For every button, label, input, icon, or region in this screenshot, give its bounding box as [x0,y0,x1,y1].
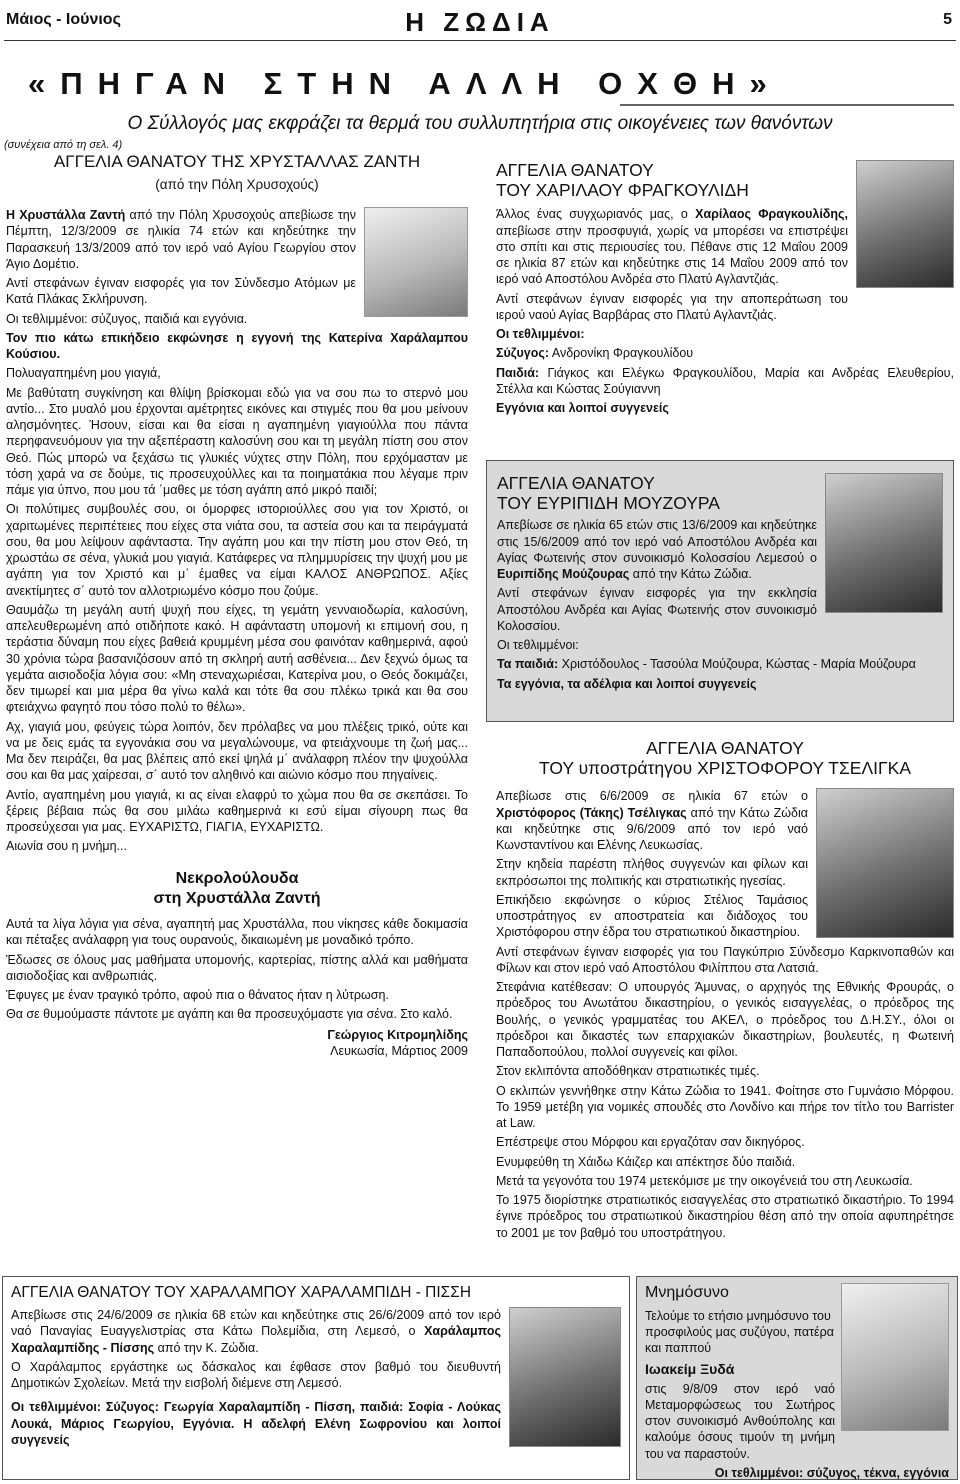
header-page-number: 5 [943,11,952,28]
article-zanti-p7: Οι πολύτιμες συμβουλές σου, οι όμορφες ιστοριούλλες σου για τον Χριστό, οι χαριτωμένες περιπέτειες που είχες στα νιάτα σου, τα αστεία σου και τα πειράγματά σου, θα μου λείψουν αφάνταστα. Την αγάπη μου και την πίστη μου στον Θεό, τη χρωστάω σε σένα, γλυκιά μου γιαγιά. Κατάφερες να πλημμυρίσεις την ψυχή μου με αγάπη για τον Χριστό και μ΄ έμαθες να είμαι ΚΑΛΟΣ ΑΝΘΡΩΠΟΣ. Αξίες ανεκτίμητες σ΄ αυτό τον αλλοτριωμένο κόσμο που ζούμε. [6,502,468,598]
article-zanti-p11: Αιωνία σου η μνήμη... [6,839,127,854]
article-fragkoulidis [496,160,954,450]
banner-divider [620,104,954,106]
article-zanti-p4: Τον πιο κάτω επικήδειο εκφώνησε η εγγονή της Κατερίνα Χαράλαμπου Κούσιου. [6,330,468,362]
article-fragkoulidis-p2: Αντί στεφάνων έγιναν εισφορές για την αποπεράτωση του ιερού ναού Αγίας Βαρβάρας στο Πλατύ Αγλαντζιάς. [496,291,848,322]
article-zanti-p3: Οι τεθλιμμένοι: σύζυγος, παιδιά και εγγόνια. [6,311,248,326]
article-zanti-p5: Πολυαγαπημένη μου γιαγιά, [6,366,161,381]
article-fragkoulidis-title-2: ΤΟΥ ΧΑΡΙΛΑΟΥ ΦΡΑΓΚΟΥΛΙΔΗ [496,180,749,201]
article-tseligkas-p10: Μετά τα γεγονότα του 1974 μετεκόμισε με την οικογένειά του στη Λευκωσία. [496,1173,913,1188]
article-zanti-title: ΑΓΓΕΛΙΑ ΘΑΝΑΤΟΥ ΤΗΣ ΧΡΥΣΤΑΛΛΑΣ ΖΑΝΤΗ [53,152,421,171]
article-mouzouras-p4 [497,656,943,672]
header-newspaper-name: Η ΖΩΔΙΑ [405,7,555,37]
article-fragkoulidis-p6: Εγγόνια και λοιποί συγγενείς [496,401,669,415]
article-zanti-p10: Αντίο, αγαπημένη μου γιαγιά, κι ας είναι ελαφρύ το χώμα που θα σε σκεπάσει. Το ξέρεις βέβαια πώς θα σου μιλάω καθημερινά κι εσύ είμαι σίγουρη πως θα προσεύχεσαι για μας. ΕΥΧΑΡΙΣΤΩ, ΓΙΑΓΙΑ, ΕΥΧΑΡΙΣΤΩ. [6,787,468,835]
article-mouzouras [486,460,954,722]
continued-note: (συνέχεια από τη σελ. 4) [4,139,123,151]
article-tseligkas-title-2: ΤΟΥ υποστράτηγου ΧΡΙΣΤΟΦΟΡΟΥ ΤΣΕΛΙΓΚΑ [538,758,912,779]
article-mnimosyno-p1: Τελούμε το ετήσιο μνημόσυνο του προσφιλούς μας συζύγου, πατέρα και παππού [645,1308,834,1356]
article-fragkoulidis-title-1: ΑΓΓΕΛΙΑ ΘΑΝΑΤΟΥ [496,160,654,180]
poem-p1: Αυτά τα λίγα λόγια για σένα, αγαπητή μας Χρυστάλλα, που νίκησες κάθε δοκιμασία και πέταξες ανάλαφρη για τους ουρανούς, δικαιωμένη με μοναδικό τρόπο. [6,917,468,948]
article-zanti [6,152,468,1252]
article-tseligkas-p2: Στην κηδεία παρέστη πλήθος συγγενών και φίλων και εκπρόσωποι της πολιτικής και στρατιωτικής ηγεσίας. [496,857,808,888]
article-tseligkas-p4: Αντί στεφάνων έγιναν εισφορές για του Παγκύπριο Σύνδεσμο Καρκινοπαθών και Φίλων και στον ιερό ναό Αποστόλου Φιλίππου στα Λατσιά. [496,944,954,975]
article-mouzouras-title-2: ΤΟΥ ΕΥΡΙΠΙΔΗ ΜΟΥΖΟΥΡΑ [497,493,720,514]
portrait-tseligkas-photo [816,788,954,938]
article-mnimosyno [636,1276,958,1480]
article-fragkoulidis-name: Χαρίλαος Φραγκουλίδης, [695,207,849,222]
article-charalampidis-p1-b: από την Κ. Ζώδια. [154,1340,259,1355]
poem-p3: Έφυγες με έναν τραγικό τρόπο, αφού πια ο θάνατος ήταν η λύτρωση. [6,988,389,1003]
signature-name: Γεώργιος Κιτρομηλίδης [327,1027,468,1042]
poem-title-line2: στη Χρυστάλλα Ζαντή [153,890,321,908]
article-charalampidis-name: Χαράλαμπος Χαραλαμπίδης - Πίσσης [11,1324,501,1355]
article-charalampidis [2,1276,630,1480]
article-mouzouras-name: Ευριπίδης Μούζουρας [497,567,630,581]
article-mnimosyno-title: Μνημόσυνο [645,1284,729,1301]
article-mnimosyno-p2: στις 9/8/09 στον ιερό ναό Μεταμορφώσεως του Σωτήρος στον συνοικισμό Ανθούπολης και καλούμε όσους τιμούν τη μνήμη του να παραστούν. [645,1381,835,1461]
article-charalampidis-p2: Ο Χαράλαμπος εργάστηκε ως δάσκαλος και έφθασε στον βαθμό του διευθυντή Δημοτικών Σχολείων. Μετά την εισβολή διέμενε στη Λεμεσό. [11,1359,501,1391]
article-mouzouras-p1-b: από την Κάτω Ζώδια. [629,567,752,581]
article-zanti-p6: Με βαθύτατη συγκίνηση και θλίψη βρίσκομαι εδώ για να σου πω το στερνό μου αντίο... Στο μυαλό μου έρχονται αμέτρητες εικόνες και στιγμές που θα μου μείνουν αλησμόνητες. Ήσουν, είσαι και θα είσαι η αγαπημένη γιαγιούλλα που πάντα περηφανευόμουν για την αξεπέραστη καλοσύνη σου και τη μεγάλη πίστη σου στον Θεό. Πώς μπορώ να ξεχάσω τις γλυκιές νύχτες στην Πόλη, που ερχόμασταν με τόση χαρά να σε δούμε, τις προσευχούλλες και τα ποιηματάκια που λέγαμε πριν πάμε για ύπνο, που μου τά ΄μαθες με τόση αγάπη από μικρό παιδί; [6,385,468,498]
article-mouzouras-p1-a: Απεβίωσε σε ηλικία 65 ετών στις 13/6/2009 και κηδεύτηκε στις 15/6/2009 από τον ιερό ναό Αποστόλου Ανδρέα και Αγίας Φωτεινής στον συνοικισμό Κολοσσίου Λεμεσού ο [497,518,817,565]
article-charalampidis-p3: Οι τεθλιμμένοι: Σύζυγος: Γεωργία Χαραλαμπίδη - Πίσση, παιδιά: Σοφία - Λούκας Λουκά, Μάριος Γεωργίου, Εγγόνια. Η αδελφή Ελένη Σωφρονίου και λοιποί συγγενείς [11,1400,501,1447]
article-charalampidis-title: ΑΓΓΕΛΙΑ ΘΑΝΑΤΟΥ ΤΟΥ ΧΑΡΑΛΑΜΠΟΥ ΧΑΡΑΛΑΜΠΙΔΗ - ΠΙΣΣΗ [11,1284,472,1301]
article-fragkoulidis-p1-a: Άλλος ένας συγχωριανός μας, ο [496,207,696,222]
portrait-zanti-photo [364,207,468,317]
portrait-charalampidis-photo [509,1307,621,1447]
article-zanti-p2: Αντί στεφάνων έγιναν εισφορές για τον Σύνδεσμο Ατόμων με Κατά Πλάκας Σκλήρυνση. [6,276,356,307]
article-mouzouras-p5: Τα εγγόνια, τα αδέλφια και λοιποί συγγενείς [497,676,757,691]
portrait-fragkoulidis-photo [856,160,954,288]
article-mouzouras-children: Χριστόδουλος - Τασούλα Μούζουρα, Κώστας - Μαρία Μούζουρα [558,657,916,672]
banner-subtitle: Ο Σύλλογός μας εκφράζει τα θερμά του συλλυπητήρια στις οικογένειες των θανόντων [127,113,833,134]
article-fragkoulidis-children: Γιάγκος και Ελέγκω Φραγκουλίδου, Μαρία και Ανδρέας Ελευθερίου, Στέλλα και Κώστας Σούγιαννη [496,365,954,396]
article-fragkoulidis-spouse-label: Σύζυγος: [496,346,550,361]
poem-title-line1: Νεκρολούλουδα [175,869,299,887]
header-section-label: Μάιος - Ιούνιος [6,11,121,28]
banner-title: «ΠΗΓΑΝ ΣΤΗΝ ΑΛΛΗ ΟΧΘΗ» [28,66,782,101]
poem-p4: Θα σε θυμούμαστε πάντοτε με αγάπη και θα προσευχόμαστε για σένα. Στο καλό. [6,1007,453,1022]
article-mouzouras-p3: Οι τεθλιμμένοι: [497,638,579,652]
article-zanti-p1-text: από την Πόλη Χρυσοχούς απεβίωσε την Πέμπτη, 12/3/2009 σε ηλικία 74 ετών και κηδεύτηκε την Παρασκευή 13/3/2009 από τον ιερό ναό Αγίου Γεωργίου στον Άγιο Δομέτιο. [6,208,356,271]
article-fragkoulidis-p4 [496,345,954,361]
article-mnimosyno-closing: Οι τεθλιμμένοι: σύζυγος, τέκνα, εγγόνια [714,1465,949,1480]
article-tseligkas [496,738,954,1273]
portrait-xydas-photo [841,1283,949,1431]
article-tseligkas-p3: Επικήδειο εκφώνησε ο κύριος Στέλιος Ταμάσιος υποστράτηγος εν αποστρατεία και διάδοχος του Χριστόφορου στην έδρα του στρατιωτικού δικαστηρίου. [496,892,808,940]
article-zanti-name: Η Χρυστάλλα Ζαντή [6,208,126,223]
article-zanti-subtitle: (από την Πόλη Χρυσοχούς) [155,176,319,192]
article-fragkoulidis-p1-b: απεβίωσε στην προσφυγιά, χωρίς να μπορέσει να επιστρέψει στο σπίτι και στις περιουσίες του. Πέθανε στις 12 Μαΐου 2009 σε ηλικία 87 ετών και κηδεύτηκε στις 14 Μαΐου 2009 από τον ιερό ναό Αποστόλου Ανδρέα στο Πλατύ Αγλαντζιάς. [496,223,848,287]
article-tseligkas-p6: Στον εκλιπόντα αποδόθηκαν στρατιωτικές τιμές. [496,1064,760,1079]
article-zanti-p9: Αχ, γιαγιά μου, φεύγεις τώρα λοιπόν, δεν πρόλαβες να μου πλέξεις τρικό, ούτε και να με δεις εμάς τα εγγονάκια σου να μεγαλώνουμε, να φτειάχνουμε τη ζωή μας... Μα δεν πειράζει, θα μας βλέπεις από εκεί ψηλά μ΄ ανάλαφρη πλέον την ψυχούλλα σου και θα μας χαίρεσαι, σ΄ αυτό τον αληθινό και αιώνιο κόσμο που πηγαίνεις. [6,719,468,783]
article-fragkoulidis-spouse: Ανδρονίκη Φραγκουλίδου [549,346,694,361]
article-mouzouras-title-1: ΑΓΓΕΛΙΑ ΘΑΝΑΤΟΥ [497,473,655,493]
article-fragkoulidis-children-label: Παιδιά: [496,365,540,380]
article-tseligkas-p7: Ο εκλιπών γεννήθηκε στην Κάτω Ζώδια το 1941. Φοίτησε στο Γυμνάσιο Μόρφου. Το 1959 μετέβη για νομικές σπουδές στο Λονδίνο και πήρε τον τίτλο του Barrister at Law. [496,1083,954,1130]
article-mnimosyno-name: Ιωακείμ Ξυδά [645,1360,735,1377]
article-fragkoulidis-p5 [496,365,954,398]
article-tseligkas-title-1: ΑΓΓΕΛΙΑ ΘΑΝΑΤΟΥ [646,738,804,758]
article-tseligkas-p9: Ενυμφεύθη τη Χάιδω Κάιζερ και απέκτησε δύο παιδιά. [496,1154,796,1169]
article-tseligkas-p8: Επέστρεψε στου Μόρφου και εργαζόταν σαν δικηγόρος. [496,1135,805,1150]
portrait-mouzouras-photo [825,473,943,613]
poem-p2: Έδωσες σε όλους μας μαθήματα υπομονής, καρτερίας, πίστης αλλά και μαθήματα αισιοδοξίας και ανθρωπιάς. [6,952,468,983]
article-mouzouras-children-label: Τα παιδιά: [497,657,559,672]
article-tseligkas-p11: Το 1975 διορίστηκε στρατιωτικός εισαγγελέας στο στρατιωτικό δικαστήριο. Το 1994 έγινε πρόεδρος του στρατιωτικού δικαστηρίου θέση από την οποία αφυπηρέτησε το 2001 με τον βαθμό του υποστράτηγου. [496,1193,954,1240]
article-tseligkas-p1-b: από την Κάτω Ζώδια και κηδεύτηκε στις 9/6/2009 από τον ιερό ναό Κωνσταντίνου και Ελένης Λευκωσίας. [496,805,808,852]
signature-place-date: Λευκωσία, Μάρτιος 2009 [330,1043,468,1058]
article-charalampidis-p1-a: Απεβίωσε στις 24/6/2009 σε ηλικία 68 ετών και κηδεύτηκε στις 26/6/2009 από τον ιερό ναό Παναγίας Ευαγγελιστρίας στα Κάτω Πολεμίδια, στη Λεμεσό, ο [11,1308,501,1339]
article-tseligkas-name: Χριστόφορος (Τάκης) Τσέλιγκας [496,805,687,820]
article-tseligkas-p5: Στεφάνια κατέθεσαν: Ο υπουργός Άμυνας, ο αρχηγός της Εθνικής Φρουράς, ο πρόεδρος του Ανωτάτου δικαστηρίου, ο γενικός εισαγγελέας, ο πρόεδρος της Βουλής, ο γενικός γραμματέας του ΑΚΕΛ, ο πρόεδρος του Δ.Η.ΣΥ., όλοι οι πρόεδροι και δικαστές των επαρχιακών δικαστηρίων, βουλευτές, η Φωτεινή Παπαδοπούλου, πολλοί συγγενείς και φίλοι. [496,980,954,1059]
article-fragkoulidis-p3: Οι τεθλιμμένοι: [496,327,585,341]
header-divider [4,40,956,41]
article-tseligkas-p1-a: Απεβίωσε στις 6/6/2009 σε ηλικία 67 ετών ο [496,789,808,804]
article-zanti-p8: Θαυμάζω τη μεγάλη αυτή ψυχή που είχες, τη γεμάτη γενναιοδωρία, καλοσύνη, απελευθερωμένη από οτιδήποτε κακό. Η αφάνταστη υπομονή κι επιμονή σου, η τεράστια δύναμη που είχες βαθειά κρυμμένη μέσα σου φαινόταν καθημερινά, αφού 30 χρόνια τώρα βασανιζόσουν από τη σκληρή αυτή ασθένεια... Δεν ξεχνώ όμως τα γεμάτα αισιοδοξία λόγια σου: «Μη στεναχωριέσαι, Κατερίνα μου, ο Θεός δοκιμάζει, δεν τιμωρεί και μια μέρα θα γίνω καλά και τότε θα σου πλέκω τρικά και θα σου φτειάχνω φαγητό που τόσο πολύ το θέλω». [6,602,468,715]
article-mouzouras-p2: Αντί στεφάνων έγιναν εισφορές για την εκκλησία Αποστόλου Ανδρέα και Αγίας Φωτεινής στον συνοικισμό Κολοσσίου. [497,586,817,633]
